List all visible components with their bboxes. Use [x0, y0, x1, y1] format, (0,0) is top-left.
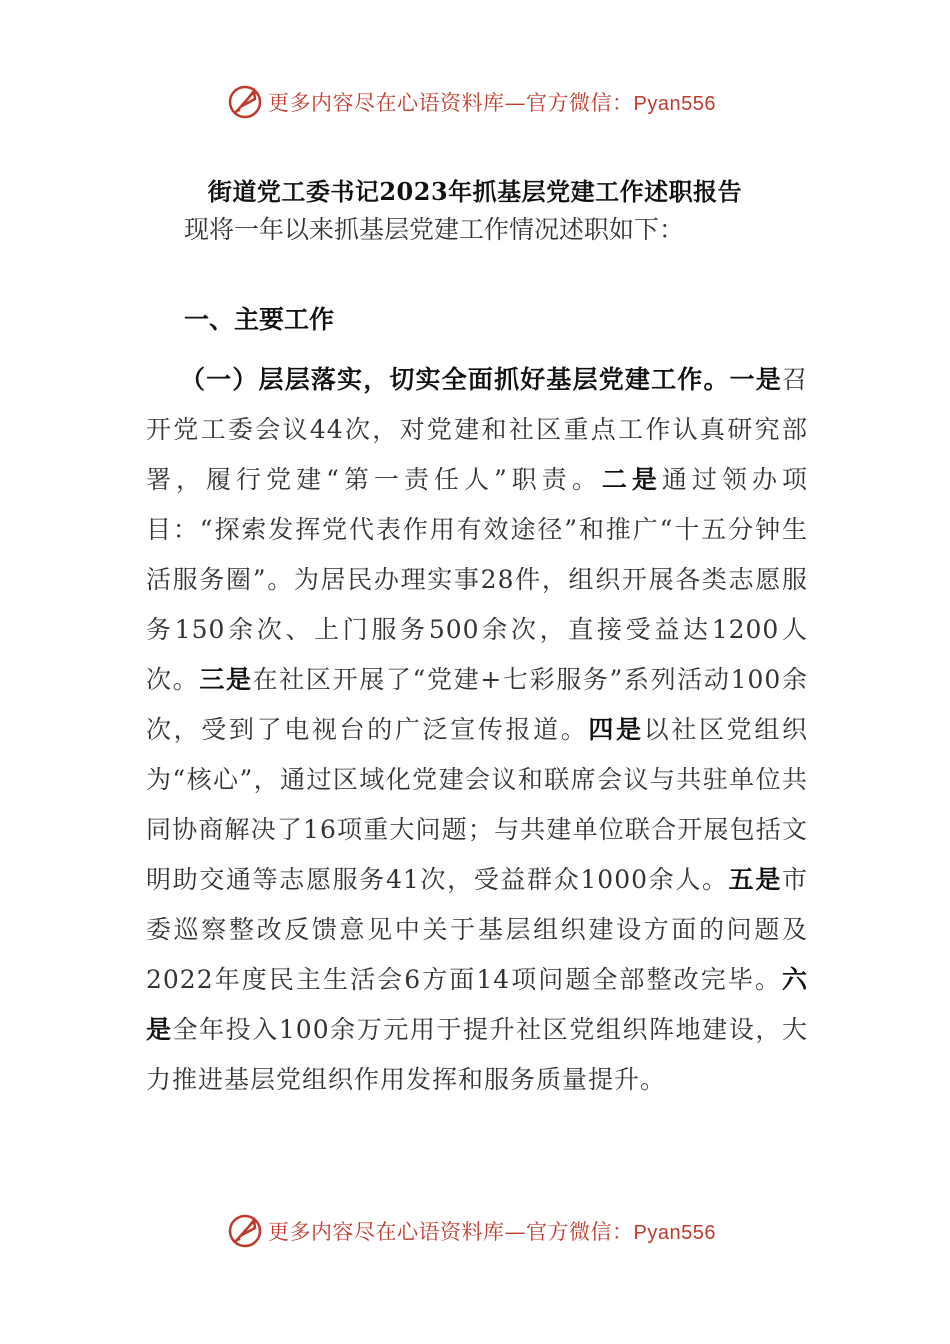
- intro-paragraph: 现将一年以来抓基层党建工作情况述职如下：: [184, 215, 685, 244]
- item-text: 全年投入100余万元用于提升社区党组织阵地建设，大力推进基层党组织作用发挥和服务质量提升。: [146, 1015, 808, 1094]
- header-banner: [228, 82, 748, 122]
- subsection-heading: （一）层层落实，切实全面抓好基层党建工作。: [180, 365, 730, 394]
- subsection-paragraph: [146, 355, 808, 1105]
- section-heading: 一、主要工作: [184, 305, 335, 334]
- item-marker: 五是: [728, 865, 782, 894]
- item-marker: 一是: [729, 365, 782, 394]
- wechat-id: Pyan556: [633, 93, 716, 115]
- item-text: 召开党工委会议44次，对党建和社区重点工作认真研究部署，履行党建“第一责任人”职责。: [146, 365, 808, 494]
- page-title: 街道党工委书记2023年抓基层党建工作述职报告: [207, 177, 743, 206]
- footer-banner: [228, 1211, 748, 1251]
- wechat-id: Pyan556: [633, 1222, 716, 1244]
- item-marker: 二是: [601, 465, 662, 494]
- item-marker: 四是: [588, 715, 644, 744]
- quill-logo-icon: [228, 1214, 262, 1248]
- item-text: 以社区党组织为“核心”，通过区域化党建会议和联席会议与共驻单位共同协商解决了16项重大问题；与共建单位联合开展包括文明助交通等志愿服务41次，受益群众1000余人。: [146, 715, 808, 894]
- banner-text: 更多内容尽在心语资料库—官方微信：Pyan556: [268, 1220, 716, 1244]
- item-marker: 六是: [146, 965, 808, 1044]
- item-marker: 三是: [199, 665, 253, 694]
- item-text: 通过领办项目：“探索发挥党代表作用有效途径”和推广“十五分钟生活服务圈”。为居民办理实事28件，组织开展各类志愿服务150余次、上门服务500余次，直接受益达1200人次。: [146, 465, 808, 694]
- item-text: 在社区开展了“党建+七彩服务”系列活动100余次，受到了电视台的广泛宣传报道。: [146, 665, 808, 744]
- banner-text: 更多内容尽在心语资料库—官方微信：Pyan556: [268, 91, 716, 115]
- item-text: 市委巡察整改反馈意见中关于基层组织建设方面的问题及2022年度民主生活会6方面14项问题全部整改完毕。: [146, 865, 808, 994]
- quill-logo-icon: [228, 85, 262, 119]
